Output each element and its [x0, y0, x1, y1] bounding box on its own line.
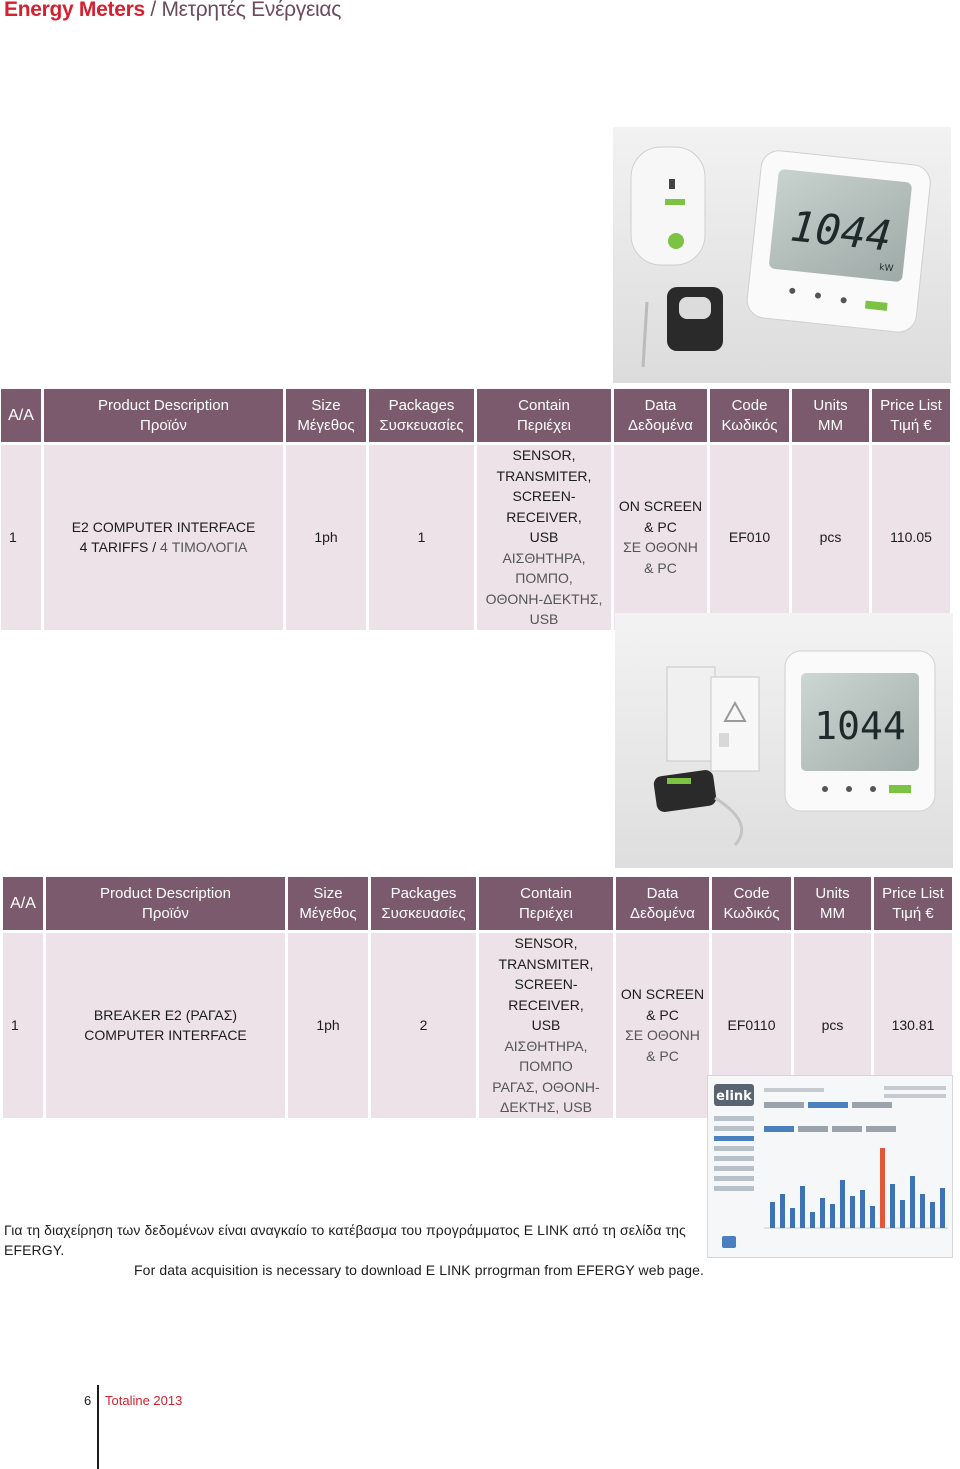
cell-size: 1ph: [286, 445, 366, 630]
display-reading: 1044: [814, 704, 906, 748]
col-packages: Packages Συσκευασίες: [369, 389, 474, 442]
col-packages: Packages Συσκευασίες: [371, 877, 476, 930]
cell-code: EF010: [710, 445, 789, 630]
product-image: [615, 613, 953, 868]
cell-aa: 1: [1, 445, 41, 630]
col-aa: A/A: [1, 389, 41, 442]
footer-brand: Totaline 2013: [105, 1393, 183, 1408]
col-contain: Contain Περιέχει: [477, 389, 611, 442]
breaker-transmitter: [667, 667, 759, 771]
cell-data: ON SCREEN & PC ΣΕ ΟΘΟΝΗ & PC: [614, 445, 707, 630]
product-table-1: [0, 389, 953, 630]
display-reading: 1044: [787, 201, 894, 261]
download-note: [4, 1220, 704, 1280]
cell-units: pcs: [794, 933, 871, 1118]
col-units: Units MM: [794, 877, 871, 930]
cell-contain: SENSOR, TRANSMITER, SCREEN-RECEIVER, USB ΑΙΣΘΗΤΗΡΑ, ΠΟΜΠΟ, ΟΘΟΝΗ-ΔΕΚΤΗΣ, USB: [477, 445, 611, 630]
product-photo-e2-interface: [613, 127, 951, 383]
note-en: For data acquisition is necessary to download E LINK prrogrman from EFERGY web page.: [134, 1262, 704, 1278]
cell-description: E2 COMPUTER INTERFACE 4 TARIFFS / 4 ΤΙΜΟΛΟΓΙΑ: [44, 445, 283, 630]
col-price: Price List Τιμή €: [872, 389, 950, 442]
cell-code: EF0110: [712, 933, 791, 1118]
cell-description: BREAKER E2 (ΡΑΓΑΣ) COMPUTER INTERFACE: [46, 933, 285, 1118]
cell-price: 110.05: [872, 445, 950, 630]
col-contain: Contain Περιέχει: [479, 877, 613, 930]
elink-software-screenshot: [707, 1075, 953, 1258]
display-unit-label: kW: [878, 262, 894, 275]
software-image: [708, 1076, 953, 1258]
col-price: Price List Τιμή €: [874, 877, 952, 930]
cell-aa: 1: [3, 933, 43, 1118]
col-code: Code Κωδικός: [710, 389, 789, 442]
cell-data: ON SCREEN & PC ΣΕ ΟΘΟΝΗ & PC: [616, 933, 709, 1118]
elink-logo: elink: [716, 1089, 752, 1104]
page-number: 6: [84, 1393, 92, 1408]
cell-units: pcs: [792, 445, 869, 630]
col-size: Size Μέγεθος: [288, 877, 368, 930]
cell-packages: 2: [371, 933, 476, 1118]
title-gr: Μετρητές Ενέργειας: [161, 0, 342, 21]
table-header-row: [1, 389, 950, 442]
table-row: [1, 445, 950, 630]
page-title: [4, 0, 341, 22]
product-photo-breaker-e2: [615, 613, 953, 868]
col-code: Code Κωδικός: [712, 877, 791, 930]
col-product: Product Description Προϊόν: [44, 389, 283, 442]
title-separator: /: [150, 0, 156, 21]
title-en: Energy Meters: [4, 0, 145, 21]
col-aa: A/A: [3, 877, 43, 930]
cell-size: 1ph: [288, 933, 368, 1118]
col-size: Size Μέγεθος: [286, 389, 366, 442]
col-data: Data Δεδομένα: [614, 389, 707, 442]
note-gr: Για τη διαχείρηση των δεδομένων είναι αναγκαίο το κατέβασμα του προγράμματος E LINK από τη σελίδα της EFERGY.: [4, 1222, 686, 1258]
cell-price: 130.81: [874, 933, 952, 1118]
footer-divider: [97, 1385, 99, 1469]
table-header-row: [3, 877, 952, 930]
cell-packages: 1: [369, 445, 474, 630]
transmitter-body: [631, 147, 705, 265]
col-data: Data Δεδομένα: [616, 877, 709, 930]
col-units: Units MM: [792, 389, 869, 442]
cell-contain: SENSOR, TRANSMITER, SCREEN-RECEIVER, USB ΑΙΣΘΗΤΗΡΑ, ΠΟΜΠΟ ΡΑΓΑΣ, ΟΘΟΝΗ- ΔΕΚΤΗΣ, USB: [479, 933, 613, 1118]
col-product: Product Description Προϊόν: [46, 877, 285, 930]
product-image: [613, 127, 951, 383]
